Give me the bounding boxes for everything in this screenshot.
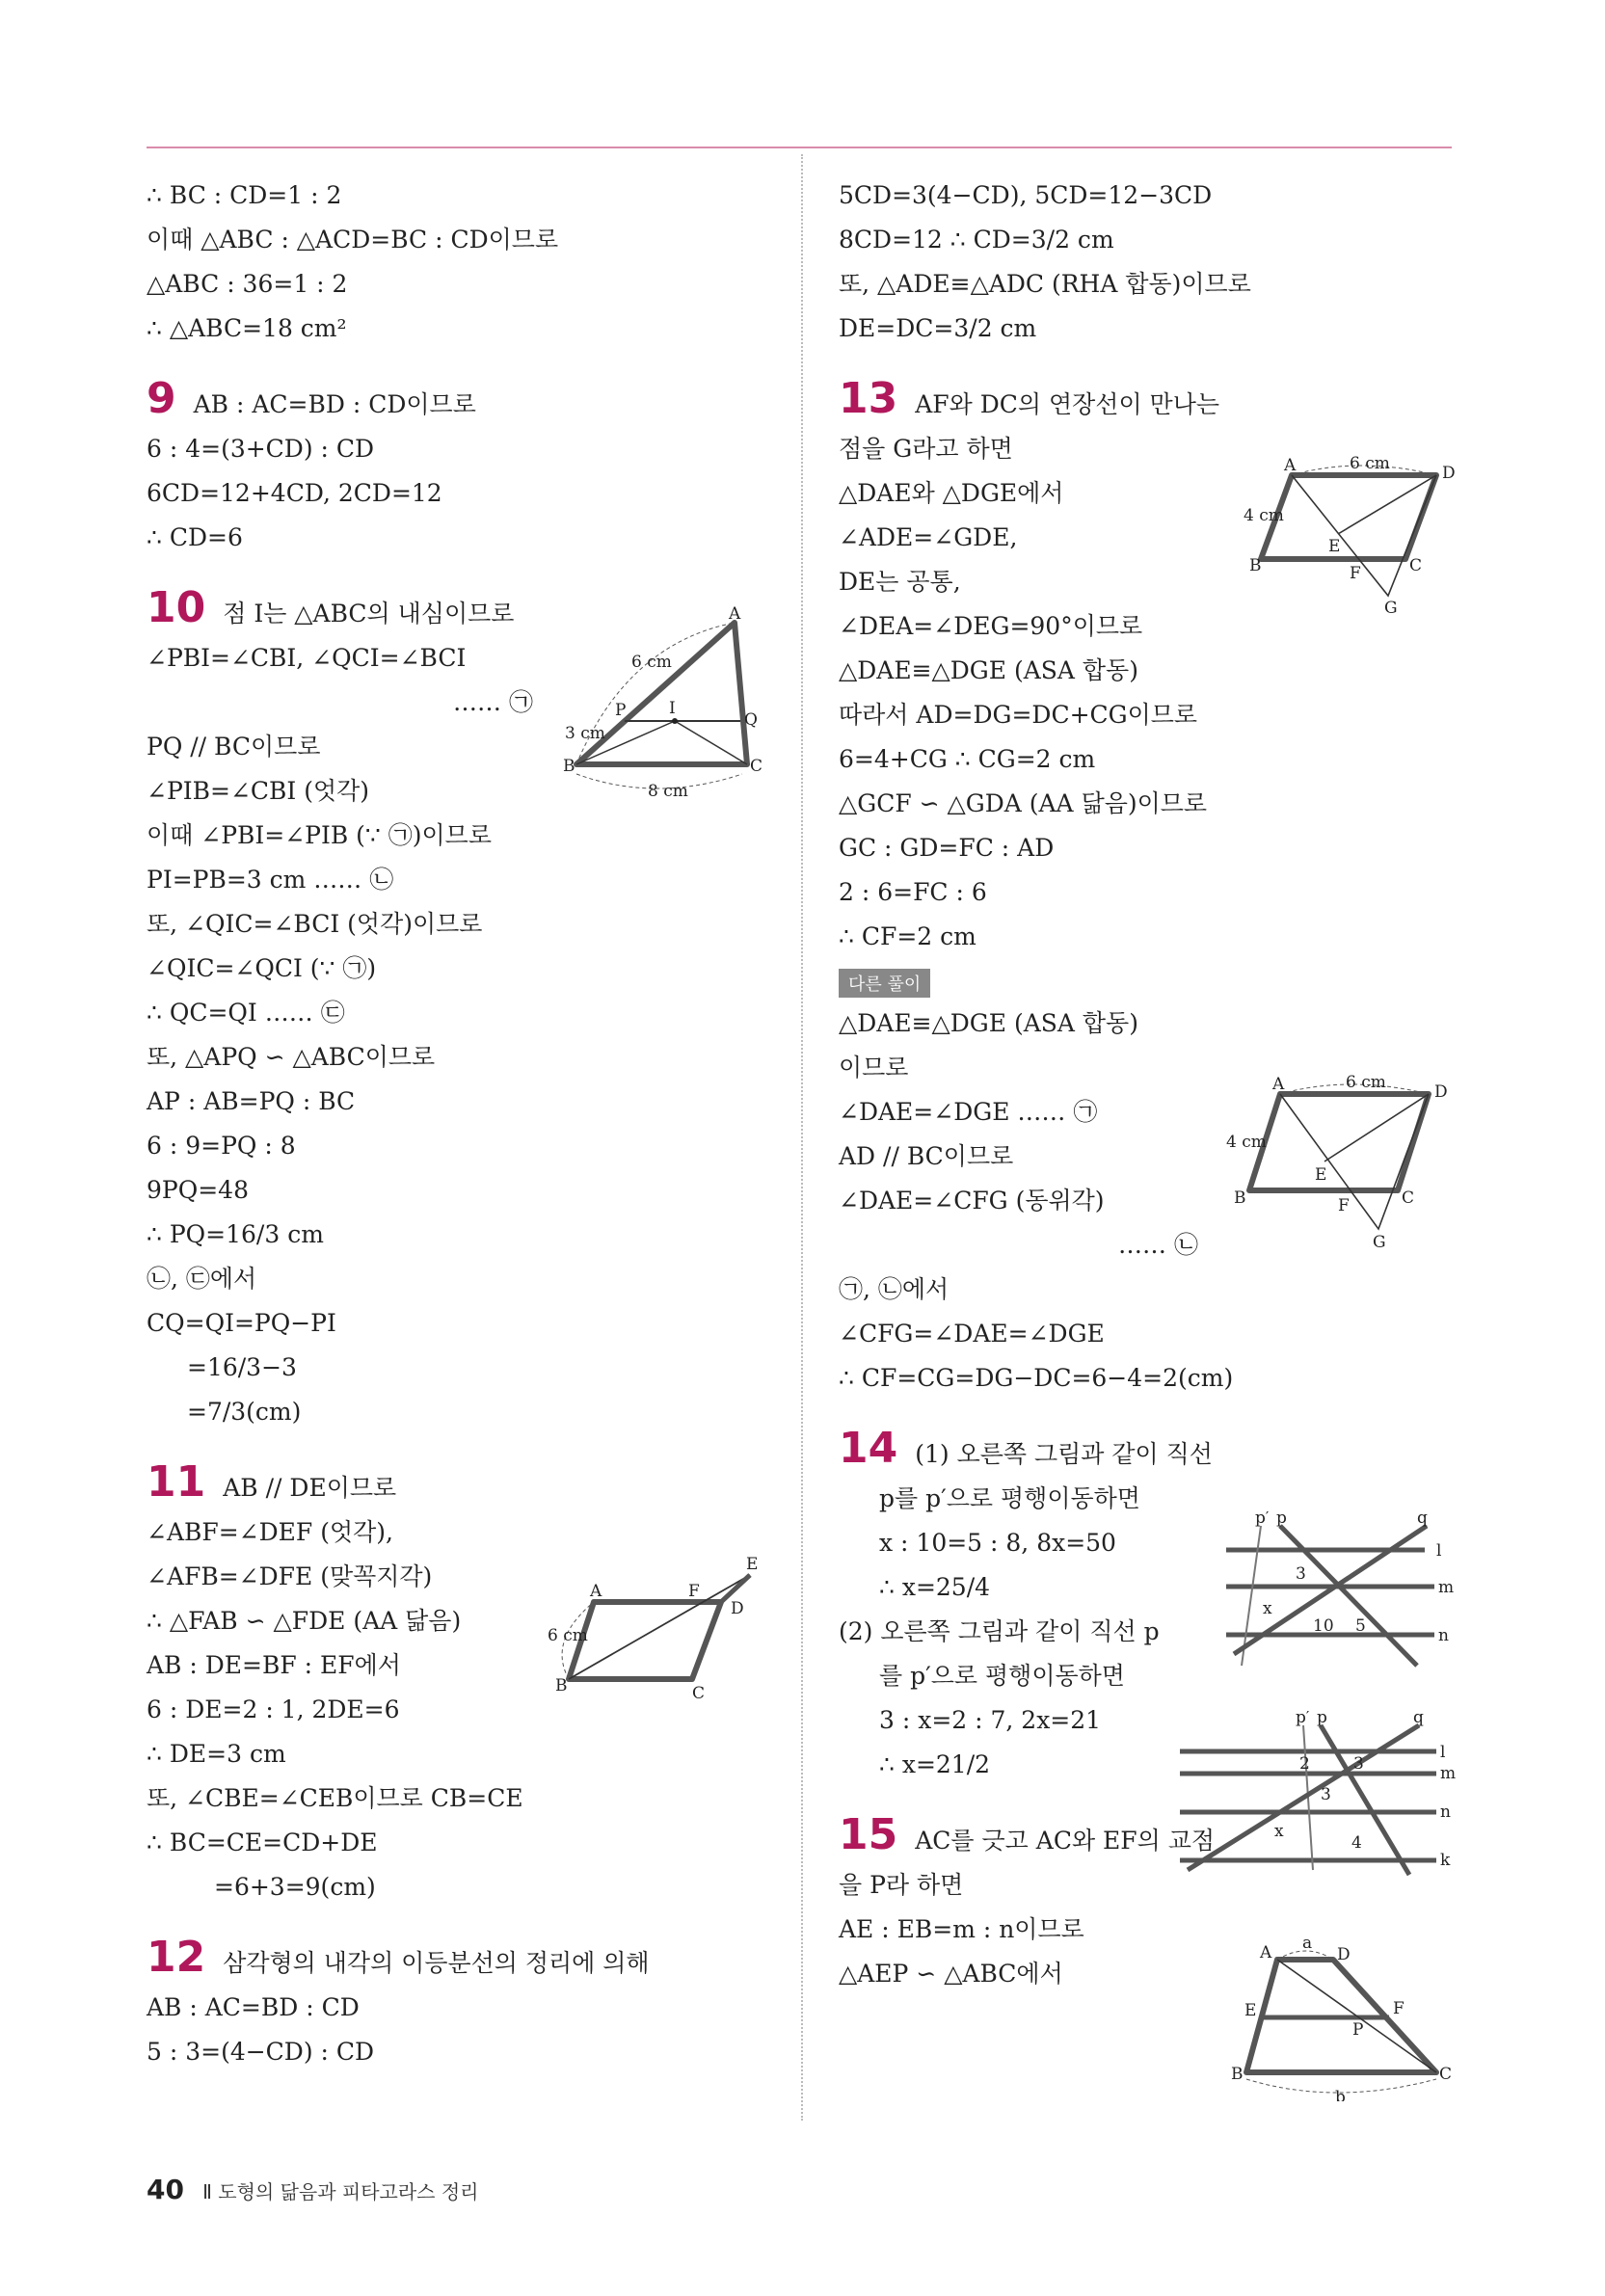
label-f: F xyxy=(688,1582,700,1601)
label-pb-length: 3 cm xyxy=(565,724,605,743)
label-a: A xyxy=(1272,1075,1285,1094)
solution-line: PQ // BC이므로 xyxy=(147,733,321,761)
figure-problem-15 xyxy=(1229,1933,1460,2101)
problem-first-line: AB : AC=BD : CD이므로 xyxy=(193,390,476,418)
solution-line: AB : DE=BF : EF에서 xyxy=(147,1651,401,1679)
solution-line: 따라서 AD=DG=DC+CG이므로 xyxy=(839,701,1198,729)
problem-11-header xyxy=(147,1457,783,1510)
label-f: F xyxy=(1350,564,1361,583)
solution-line: ∴ CD=6 xyxy=(147,523,243,551)
solution-line: CQ=QI=PQ−PI xyxy=(147,1309,336,1337)
solution-line: =7/3(cm) xyxy=(187,1398,302,1426)
solution-line: …… ㉠ xyxy=(453,688,533,716)
label-p-prime: p′ xyxy=(1255,1511,1270,1528)
label-p: p xyxy=(1276,1511,1287,1528)
intro-line: △ABC : 36=1 : 2 xyxy=(147,270,348,298)
label-l: l xyxy=(1436,1541,1442,1561)
solution-line: ∴ PQ=16/3 cm xyxy=(147,1220,324,1248)
problem-number: 13 xyxy=(839,374,898,423)
solution-line: PI=PB=3 cm …… ㉡ xyxy=(147,866,394,894)
solution-line: ∴ BC=CE=CD+DE xyxy=(147,1829,378,1856)
label-segment-3a: 3 xyxy=(1353,1754,1364,1774)
solution-line: 또, ∠QIC=∠BCI (엇각)이므로 xyxy=(147,910,483,938)
problem-number: 9 xyxy=(147,374,176,423)
solution-line: △DAE≡△DGE (ASA 합동) xyxy=(839,656,1138,684)
solution-line: 2 : 6=FC : 6 xyxy=(839,878,987,906)
solution-line: ∠PIB=∠CBI (엇각) xyxy=(147,777,370,805)
problem-first-line: (1) 오른쪽 그림과 같이 직선 xyxy=(915,1440,1213,1468)
label-p: p xyxy=(1317,1711,1327,1727)
solution-line: ㉠, ㉡에서 xyxy=(839,1275,950,1303)
problem-number: 10 xyxy=(147,583,206,632)
problem-first-line: AB // DE이므로 xyxy=(223,1474,397,1502)
label-b: B xyxy=(555,1676,568,1695)
label-k: k xyxy=(1440,1851,1451,1870)
solution-line: ∠AFB=∠DFE (맞꼭지각) xyxy=(147,1562,433,1590)
problem-14-header xyxy=(839,1424,1475,1477)
solution-line: =6+3=9(cm) xyxy=(214,1873,376,1901)
solution-line: ∠QIC=∠QCI (∵ ㉠) xyxy=(147,954,377,982)
label-segment-x: x xyxy=(1263,1599,1272,1618)
figure-problem-13 xyxy=(1244,451,1465,620)
label-e: E xyxy=(746,1555,759,1574)
solution-line: 이때 ∠PBI=∠PIB (∵ ㉠)이므로 xyxy=(147,821,492,849)
problem-number: 12 xyxy=(147,1933,206,1982)
label-ad-length: 6 cm xyxy=(1350,454,1390,473)
solution-line: ∴ QC=QI …… ㉢ xyxy=(147,999,345,1027)
solution-line: 이므로 xyxy=(839,1054,909,1081)
solution-line: 6=4+CG ∴ CG=2 cm xyxy=(839,745,1096,773)
solution-line: △DAE와 △DGE에서 xyxy=(839,479,1064,507)
figure-problem-11 xyxy=(548,1554,774,1708)
label-i: I xyxy=(669,699,676,718)
column-divider xyxy=(801,154,803,2121)
solution-line: 6 : DE=2 : 1, 2DE=6 xyxy=(147,1695,400,1723)
label-p: P xyxy=(615,701,627,720)
figure-problem-14-1 xyxy=(1224,1511,1456,1675)
solution-line: ∴ x=21/2 xyxy=(879,1750,991,1778)
intro-line: ∴ △ABC=18 cm² xyxy=(147,314,347,342)
parallelogram-abcd xyxy=(569,1602,721,1679)
label-m: m xyxy=(1440,1764,1457,1783)
label-b: B xyxy=(563,757,575,776)
label-l: l xyxy=(1440,1743,1446,1762)
solution-line: ∠CFG=∠DAE=∠DGE xyxy=(839,1320,1105,1348)
solution-line: 또, △ADE≡△ADC (RHA 합동)이므로 xyxy=(839,270,1251,298)
label-q: q xyxy=(1417,1511,1428,1528)
label-f: F xyxy=(1393,1999,1404,2018)
label-segment-3: 3 xyxy=(1296,1564,1306,1584)
top-rule xyxy=(147,147,1452,148)
solution-line: △DAE≡△DGE (ASA 합동) xyxy=(839,1009,1138,1037)
solution-line: 8CD=12 ∴ CD=3/2 cm xyxy=(839,226,1114,254)
label-segment-10: 10 xyxy=(1313,1616,1334,1636)
solution-line: 5 : 3=(4−CD) : CD xyxy=(147,2038,375,2066)
label-f: F xyxy=(1338,1196,1350,1215)
label-segment-4: 4 xyxy=(1351,1833,1362,1853)
incenter-point xyxy=(672,718,678,724)
solution-line: ∠PBI=∠CBI, ∠QCI=∠BCI xyxy=(147,644,467,672)
label-d: D xyxy=(731,1599,744,1618)
solution-line: ∴ CF=2 cm xyxy=(839,922,976,950)
label-ab-length: 4 cm xyxy=(1244,506,1284,525)
label-c: C xyxy=(750,757,763,776)
solution-line: 점을 G라고 하면 xyxy=(839,435,1013,463)
solution-line: ∴ △FAB ∽ △FDE (AA 닮음) xyxy=(147,1607,462,1635)
solution-line: ∠ADE=∠GDE, xyxy=(839,523,1018,551)
problem-number: 11 xyxy=(147,1457,206,1507)
label-b: B xyxy=(1231,2065,1244,2084)
left-column xyxy=(147,174,783,2074)
line-q xyxy=(1188,1725,1419,1870)
label-b: B xyxy=(1234,1188,1246,1208)
solution-line: AD // BC이므로 xyxy=(839,1142,1014,1170)
solution-line: p를 p′으로 평행이동하면 xyxy=(879,1484,1140,1512)
figure-problem-13-alt xyxy=(1224,1070,1456,1253)
solution-line: ∴ DE=3 cm xyxy=(147,1740,286,1768)
solution-line: AB : AC=BD : CD xyxy=(147,1993,360,2021)
label-side-b: b xyxy=(1335,2088,1346,2101)
solution-line: 6 : 4=(3+CD) : CD xyxy=(147,435,375,463)
label-ad-length: 6 cm xyxy=(1346,1073,1386,1092)
label-a: A xyxy=(1260,1943,1272,1962)
segment-ci xyxy=(675,721,747,764)
solution-line: 를 p′으로 평행이동하면 xyxy=(879,1662,1125,1690)
label-p-prime: p′ xyxy=(1296,1711,1310,1727)
label-g: G xyxy=(1384,599,1398,618)
solution-line: ∠DAE=∠CFG (동위각) xyxy=(839,1187,1105,1215)
intro-line: ∴ BC : CD=1 : 2 xyxy=(147,181,342,209)
label-d: D xyxy=(1442,464,1456,483)
solution-line: (2) 오른쪽 그림과 같이 직선 p xyxy=(839,1617,1160,1645)
solution-line: ㉡, ㉢에서 xyxy=(147,1265,257,1293)
label-ab-length: 4 cm xyxy=(1226,1133,1267,1152)
problem-first-line: 삼각형의 내각의 이등분선의 정리에 의해 xyxy=(223,1949,650,1977)
label-ab-length: 6 cm xyxy=(548,1626,588,1645)
label-n: n xyxy=(1438,1626,1449,1645)
label-g: G xyxy=(1373,1233,1386,1252)
other-solution-badge: 다른 풀이 xyxy=(839,969,930,998)
label-d: D xyxy=(1434,1082,1448,1102)
solution-line: 또, ∠CBE=∠CEB이므로 CB=CE xyxy=(147,1784,523,1812)
label-c: C xyxy=(692,1684,706,1703)
label-ab-length: 6 cm xyxy=(631,653,672,672)
solution-line: 5CD=3(4−CD), 5CD=12−3CD xyxy=(839,181,1213,209)
line-p xyxy=(1321,1725,1409,1875)
segment-de xyxy=(1338,475,1436,534)
solution-line: 을 P라 하면 xyxy=(839,1871,964,1899)
label-a: A xyxy=(590,1582,602,1601)
problem-number: 15 xyxy=(839,1810,898,1859)
label-e: E xyxy=(1315,1165,1327,1185)
label-q: Q xyxy=(744,710,758,730)
page-number: 40 xyxy=(147,2174,184,2205)
solution-line: x : 10=5 : 8, 8x=50 xyxy=(879,1529,1116,1557)
label-b: B xyxy=(1249,556,1262,575)
solution-line: DE=DC=3/2 cm xyxy=(839,314,1037,342)
solution-line: 3 : x=2 : 7, 2x=21 xyxy=(879,1706,1102,1734)
problem-first-line: AF와 DC의 연장선이 만나는 xyxy=(915,390,1219,418)
label-bc-length: 8 cm xyxy=(648,782,688,798)
solution-line: ∠ABF=∠DEF (엇각), xyxy=(147,1518,393,1546)
label-n: n xyxy=(1440,1802,1451,1822)
label-c: C xyxy=(1439,2065,1453,2084)
page-footer xyxy=(147,2174,479,2205)
figure-problem-14-2 xyxy=(1178,1711,1458,1880)
solution-line: ∠DAE=∠DGE …… ㉠ xyxy=(839,1098,1098,1126)
figure-problem-10 xyxy=(559,605,771,798)
solution-line: △AEP ∽ △ABC에서 xyxy=(839,1960,1063,1988)
label-m: m xyxy=(1438,1578,1455,1597)
label-segment-3b: 3 xyxy=(1321,1785,1331,1804)
label-q: q xyxy=(1413,1711,1424,1727)
label-side-a: a xyxy=(1302,1934,1313,1953)
label-e: E xyxy=(1244,2001,1257,2020)
problem-first-line: 점 I는 △ABC의 내심이므로 xyxy=(223,600,515,627)
problem-9-header xyxy=(147,374,783,427)
label-a: A xyxy=(1284,456,1297,475)
solution-line: GC : GD=FC : AD xyxy=(839,834,1055,862)
solution-line: =16/3−3 xyxy=(187,1353,297,1381)
label-d: D xyxy=(1337,1945,1351,1964)
solution-line: DE는 공통, xyxy=(839,568,961,596)
solution-line: 또, △APQ ∽ △ABC이므로 xyxy=(147,1043,436,1071)
solution-line: ∴ x=25/4 xyxy=(879,1573,991,1601)
label-e: E xyxy=(1328,537,1341,556)
problem-13-header xyxy=(839,374,1475,427)
label-segment-2: 2 xyxy=(1299,1754,1310,1774)
problem-first-line: AC를 긋고 AC와 EF의 교점 xyxy=(915,1827,1216,1855)
label-c: C xyxy=(1409,556,1423,575)
label-segment-5: 5 xyxy=(1355,1616,1366,1636)
chapter-title: Ⅱ 도형의 닮음과 피타고라스 정리 xyxy=(202,2180,479,2203)
solution-line: 9PQ=48 xyxy=(147,1176,249,1204)
label-p: P xyxy=(1352,2020,1364,2040)
label-segment-x: x xyxy=(1274,1822,1284,1841)
problem-12-header xyxy=(147,1933,783,1986)
intro-line: 이때 △ABC : △ACD=BC : CD이므로 xyxy=(147,226,559,254)
solution-line: 6 : 9=PQ : 8 xyxy=(147,1132,296,1160)
problem-number: 14 xyxy=(839,1424,898,1473)
solution-line: △GCF ∽ △GDA (AA 닮음)이므로 xyxy=(839,789,1208,817)
solution-line: 6CD=12+4CD, 2CD=12 xyxy=(147,479,442,507)
solution-line: AE : EB=m : n이므로 xyxy=(839,1915,1084,1943)
solution-line: ∠DEA=∠DEG=90°이므로 xyxy=(839,612,1143,640)
label-c: C xyxy=(1402,1188,1415,1208)
label-a: A xyxy=(729,605,741,624)
solution-line: …… ㉡ xyxy=(1118,1231,1198,1259)
solution-line: AP : AB=PQ : BC xyxy=(147,1087,356,1115)
solution-line: ∴ CF=CG=DG−DC=6−4=2(cm) xyxy=(839,1364,1234,1392)
